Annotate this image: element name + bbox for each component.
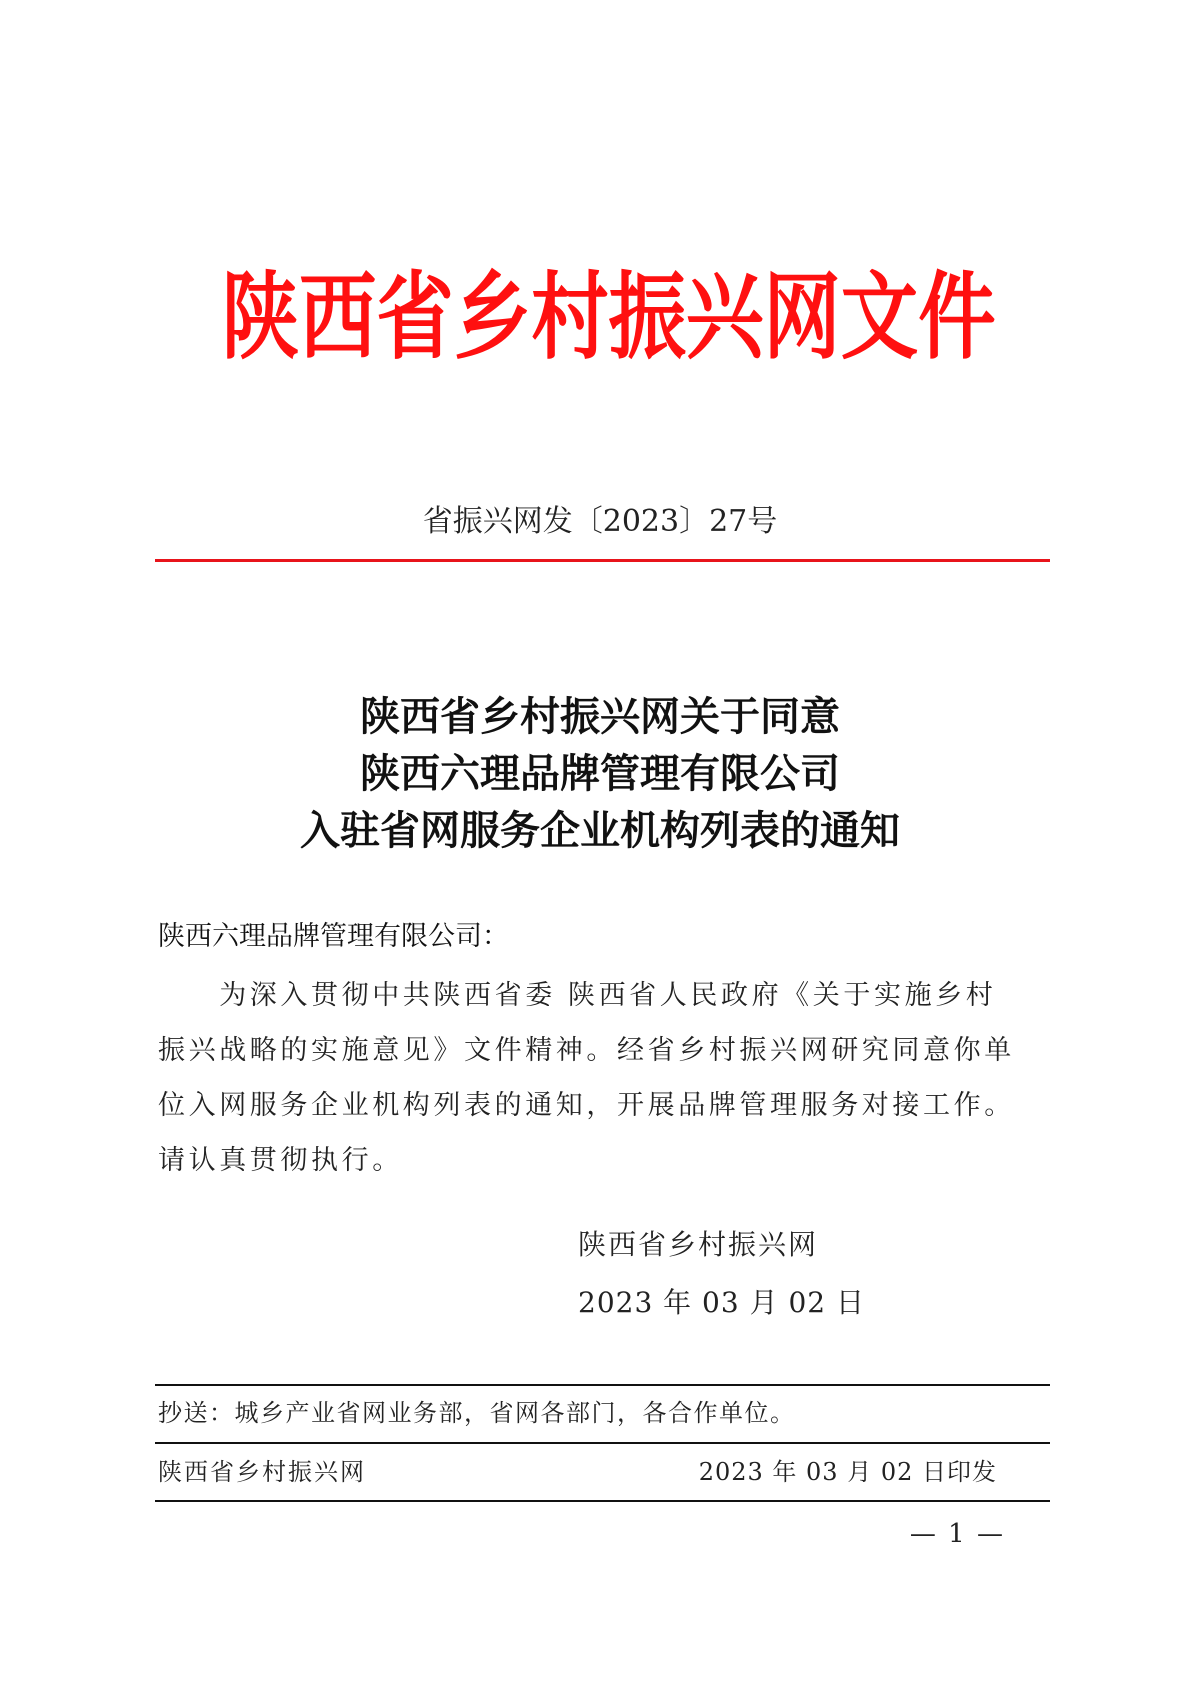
title-line-3: 入驻省网服务企业机构列表的通知 <box>300 807 900 854</box>
issuing-organization: 陕西省乡村振兴网 <box>158 1458 366 1486</box>
document-title <box>0 688 1200 859</box>
red-divider <box>155 559 1050 562</box>
body-line-1: 为深入贯彻中共陕西省委 陕西省人民政府《关于实施乡村 <box>158 980 997 1011</box>
footer-divider-middle <box>155 1442 1050 1444</box>
body-paragraph <box>158 968 1048 1188</box>
footer-divider-top <box>155 1384 1050 1386</box>
document-number: 省振兴网发〔2023〕27号 <box>422 504 778 539</box>
page-number: — 1 — <box>909 1519 1005 1549</box>
signature-organization: 陕西省乡村振兴网 <box>578 1228 819 1261</box>
footer-divider-bottom <box>155 1500 1050 1502</box>
print-date: 2023 年 03 月 02 日印发 <box>698 1458 997 1486</box>
body-line-4: 请认真贯彻执行。 <box>158 1145 403 1176</box>
masthead-title: 陕西省乡村振兴网文件 <box>221 261 996 373</box>
cc-recipients: 抄送：城乡产业省网业务部，省网各部门，各合作单位。 <box>158 1399 796 1427</box>
signature-date: 2023 年 03 月 02 日 <box>578 1286 866 1319</box>
title-line-1: 陕西省乡村振兴网关于同意 <box>360 693 840 740</box>
body-line-2: 振兴战略的实施意见》文件精神。经省乡村振兴网研究同意你单 <box>158 1035 1015 1066</box>
body-line-3: 位入网服务企业机构列表的通知，开展品牌管理服务对接工作。 <box>158 1090 1015 1121</box>
salutation: 陕西六理品牌管理有限公司： <box>158 921 509 952</box>
title-line-2: 陕西六理品牌管理有限公司 <box>360 750 840 797</box>
